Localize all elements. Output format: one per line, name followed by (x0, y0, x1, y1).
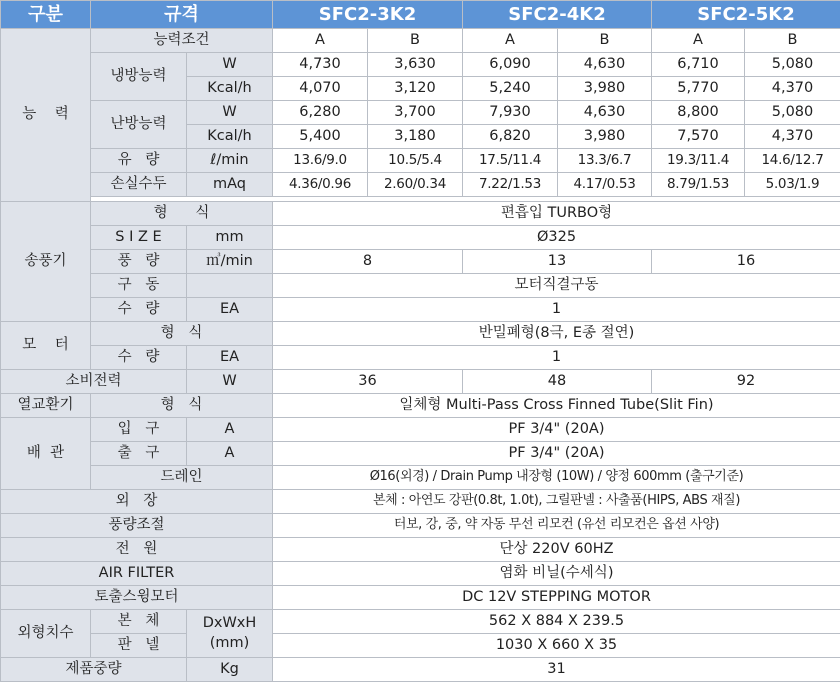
blower-airflow-value: 13 (463, 250, 652, 274)
unit-kcal: Kcal/h (187, 77, 273, 101)
motor-type-value: 반밀폐형(8극, E종 절연) (273, 322, 840, 346)
swing-motor-value: DC 12V STEPPING MOTOR (273, 586, 840, 610)
blower-qty-label: 수 량 (91, 298, 187, 322)
heat-exchanger-value: 일체형 Multi-Pass Cross Finned Tube(Slit Fin) (273, 394, 840, 418)
blower-size-row (1, 226, 840, 250)
motor-qty-label: 수 량 (91, 346, 187, 370)
airflow-control-label: 풍량조절 (1, 514, 273, 538)
capacity-condition-row (1, 29, 840, 53)
piping-drain-value: Ø16(외경) / Drain Pump 내장형 (10W) / 양정 600mm (출구기준) (273, 466, 840, 490)
piping-outlet-unit: A (187, 442, 273, 466)
blower-drive-value: 모터직결구동 (273, 274, 840, 298)
cooling-w-cell: 6,090 (463, 53, 558, 77)
dimensions-body-value: 562 X 884 X 239.5 (273, 610, 840, 634)
power-value: 92 (652, 370, 840, 394)
motor-type-row (1, 322, 840, 346)
piping-inlet-row (1, 418, 840, 442)
dimensions-group-label: 외형치수 (1, 610, 91, 658)
loss-cell: 8.79/1.53 (652, 173, 745, 197)
blower-size-unit: mm (187, 226, 273, 250)
dimensions-body-label: 본 체 (91, 610, 187, 634)
header-category: 구분 (1, 1, 91, 29)
heating-kcal-cell: 4,370 (745, 125, 840, 149)
exterior-value: 본체 : 아연도 강판(0.8t, 1.0t), 그릴판넬 : 사출품(HIPS, ABS 재질) (273, 490, 840, 514)
header-row (1, 1, 840, 29)
dimensions-body-row (1, 610, 840, 634)
header-spec: 규격 (91, 1, 273, 29)
heating-w-cell: 7,930 (463, 101, 558, 125)
loss-cell: 4.36/0.96 (273, 173, 368, 197)
heating-w-row (1, 101, 840, 125)
airflow-control-row (1, 514, 840, 538)
flow-row (1, 149, 840, 173)
weight-row (1, 658, 840, 682)
condition-cell: A (273, 29, 368, 53)
blower-type-value: 편흡입 TURBO형 (273, 202, 840, 226)
flow-cell: 13.3/6.7 (558, 149, 652, 173)
loss-unit: mAq (187, 173, 273, 197)
cooling-kcal-cell: 5,240 (463, 77, 558, 101)
cooling-w-cell: 4,630 (558, 53, 652, 77)
piping-inlet-value: PF 3/4" (20A) (273, 418, 840, 442)
dimensions-panel-row (1, 634, 840, 658)
exterior-label: 외 장 (1, 490, 273, 514)
cooling-kcal-cell: 3,980 (558, 77, 652, 101)
blower-size-label: S I Z E (91, 226, 187, 250)
heating-w-cell: 3,700 (368, 101, 463, 125)
cooling-w-cell: 6,710 (652, 53, 745, 77)
flow-unit: ℓ/min (187, 149, 273, 173)
flow-label: 유 량 (91, 149, 187, 173)
piping-group-label: 배 관 (1, 418, 91, 490)
power-source-value: 단상 220V 60HZ (273, 538, 840, 562)
heating-kcal-cell: 5,400 (273, 125, 368, 149)
blower-airflow-value: 16 (652, 250, 840, 274)
condition-cell: B (368, 29, 463, 53)
flow-cell: 14.6/12.7 (745, 149, 840, 173)
blower-airflow-row (1, 250, 840, 274)
piping-outlet-label: 출 구 (91, 442, 187, 466)
air-filter-label: AIR FILTER (1, 562, 273, 586)
dimensions-unit: DxWxH (mm) (187, 610, 273, 658)
heating-w-cell: 8,800 (652, 101, 745, 125)
heating-kcal-cell: 3,180 (368, 125, 463, 149)
blower-airflow-label: 풍 량 (91, 250, 187, 274)
swing-motor-label: 토출스윙모터 (1, 586, 273, 610)
loss-label: 손실수두 (91, 173, 187, 197)
blower-group-label: 송풍기 (1, 202, 91, 322)
power-value: 48 (463, 370, 652, 394)
blower-qty-unit: EA (187, 298, 273, 322)
cooling-kcal-cell: 4,070 (273, 77, 368, 101)
blower-airflow-unit: ㎥/min (187, 250, 273, 274)
condition-cell: A (463, 29, 558, 53)
loss-cell: 7.22/1.53 (463, 173, 558, 197)
cooling-kcal-cell: 5,770 (652, 77, 745, 101)
flow-cell: 17.5/11.4 (463, 149, 558, 173)
loss-cell: 5.03/1.9 (745, 173, 840, 197)
cooling-label: 냉방능력 (91, 53, 187, 101)
piping-outlet-row (1, 442, 840, 466)
dimensions-panel-label: 판 넬 (91, 634, 187, 658)
power-unit: W (187, 370, 273, 394)
blower-size-value: Ø325 (273, 226, 840, 250)
heating-kcal-cell: 3,980 (558, 125, 652, 149)
blower-type-label: 형 식 (91, 202, 273, 226)
header-model-3: SFC2-5K2 (652, 1, 840, 29)
header-model-2: SFC2-4K2 (463, 1, 652, 29)
power-source-label: 전 원 (1, 538, 273, 562)
flow-cell: 19.3/11.4 (652, 149, 745, 173)
blower-qty-row (1, 298, 840, 322)
condition-label: 능력조건 (91, 29, 273, 53)
cooling-w-cell: 5,080 (745, 53, 840, 77)
motor-qty-value: 1 (273, 346, 840, 370)
piping-outlet-value: PF 3/4" (20A) (273, 442, 840, 466)
heat-exchanger-row (1, 394, 840, 418)
heat-exchanger-label: 열교환기 (1, 394, 91, 418)
piping-inlet-unit: A (187, 418, 273, 442)
heating-kcal-cell: 7,570 (652, 125, 745, 149)
power-row (1, 370, 840, 394)
blower-drive-unit-empty (187, 274, 273, 298)
cooling-kcal-cell: 4,370 (745, 77, 840, 101)
exterior-row (1, 490, 840, 514)
loss-cell: 4.17/0.53 (558, 173, 652, 197)
condition-cell: A (652, 29, 745, 53)
air-filter-value: 염화 비닐(수세식) (273, 562, 840, 586)
piping-drain-label: 드레인 (91, 466, 273, 490)
blower-airflow-value: 8 (273, 250, 463, 274)
piping-inlet-label: 입 구 (91, 418, 187, 442)
cooling-kcal-cell: 3,120 (368, 77, 463, 101)
condition-cell: B (745, 29, 840, 53)
condition-cell: B (558, 29, 652, 53)
heating-kcal-cell: 6,820 (463, 125, 558, 149)
air-filter-row (1, 562, 840, 586)
blower-type-row (1, 202, 840, 226)
dimensions-panel-value: 1030 X 660 X 35 (273, 634, 840, 658)
swing-motor-row (1, 586, 840, 610)
flow-cell: 10.5/5.4 (368, 149, 463, 173)
cooling-w-cell: 4,730 (273, 53, 368, 77)
loss-cell: 2.60/0.34 (368, 173, 463, 197)
heating-label: 난방능력 (91, 101, 187, 149)
power-value: 36 (273, 370, 463, 394)
header-model-1: SFC2-3K2 (273, 1, 463, 29)
weight-value: 31 (273, 658, 840, 682)
blower-qty-value: 1 (273, 298, 840, 322)
weight-label: 제품중량 (1, 658, 187, 682)
loss-row (1, 173, 840, 197)
piping-drain-row (1, 466, 840, 490)
airflow-control-value: 터보, 강, 중, 약 자동 무선 리모컨 (유선 리모컨은 옵션 사양) (273, 514, 840, 538)
blower-drive-row (1, 274, 840, 298)
motor-group-label: 모 터 (1, 322, 91, 370)
motor-qty-row (1, 346, 840, 370)
unit-w: W (187, 53, 273, 77)
blower-drive-label: 구 동 (91, 274, 187, 298)
heating-w-cell: 6,280 (273, 101, 368, 125)
motor-type-label: 형 식 (91, 322, 273, 346)
power-source-row (1, 538, 840, 562)
heating-w-cell: 4,630 (558, 101, 652, 125)
flow-cell: 13.6/9.0 (273, 149, 368, 173)
motor-qty-unit: EA (187, 346, 273, 370)
cooling-w-cell: 3,630 (368, 53, 463, 77)
unit-w: W (187, 101, 273, 125)
cooling-w-row (1, 53, 840, 77)
heating-w-cell: 5,080 (745, 101, 840, 125)
heat-exchanger-type-label: 형 식 (91, 394, 273, 418)
unit-kcal: Kcal/h (187, 125, 273, 149)
capacity-group-label: 능 력 (1, 29, 91, 202)
power-label: 소비전력 (1, 370, 187, 394)
weight-unit: Kg (187, 658, 273, 682)
